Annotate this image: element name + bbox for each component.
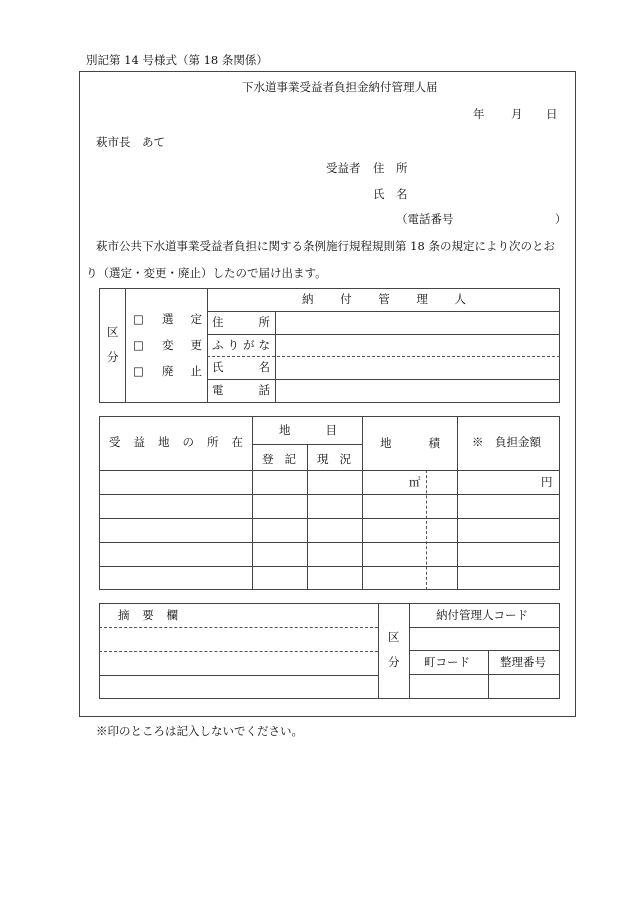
field-phone-label: 電 話 <box>212 383 270 397</box>
agent-address-input[interactable] <box>277 312 559 333</box>
field-furigana-label: ふ り が な <box>212 338 270 352</box>
land-location-header: 受 益 地 の 所 在 <box>109 435 243 449</box>
date-day-label: 日 <box>546 107 558 121</box>
agent-name-input[interactable] <box>277 357 559 378</box>
agent-header: 納 付 管 理 人 <box>302 292 466 306</box>
remarks-input-line2[interactable] <box>100 652 377 674</box>
field-name-label: 氏 名 <box>212 360 270 374</box>
checkbox-abolish[interactable]: □ <box>133 364 144 378</box>
checkbox-select[interactable]: □ <box>133 312 144 326</box>
checkbox-change[interactable]: □ <box>133 338 144 352</box>
amount-unit: 円 <box>541 475 553 489</box>
applicant-address-label: 住 所 <box>373 161 408 175</box>
registered-header: 登 記 <box>262 452 296 466</box>
body-text-line1: 萩市公共下水道事業受益者負担に関する条例施行規程規則第 18 条の規定により次のとお <box>96 239 555 253</box>
form-reference: 別記第 14 号様式（第 18 条関係） <box>86 53 268 67</box>
option-change-label: 変 更 <box>162 338 202 352</box>
addressee: 萩市長 あて <box>96 135 165 149</box>
applicant-label: 受益者 <box>326 161 361 175</box>
option-select-label: 選 定 <box>162 312 202 326</box>
area-unit: ㎡ <box>409 475 421 489</box>
division-label-1: 区 <box>107 325 119 339</box>
applicant-phone-close: ） <box>555 212 567 226</box>
date-year-label: 年 <box>473 107 485 121</box>
actual-use-header: 現 況 <box>317 452 351 466</box>
date-month-label: 月 <box>511 107 523 121</box>
code-division-label-2: 分 <box>388 655 400 669</box>
reference-number-header: 整理番号 <box>500 655 546 669</box>
agent-code-header: 納付管理人コード <box>436 608 528 622</box>
remarks-input-line1[interactable] <box>100 628 377 650</box>
field-address-label: 住 所 <box>212 315 270 329</box>
code-division-label-1: 区 <box>388 630 400 644</box>
agent-phone-input[interactable] <box>277 380 559 402</box>
form-title: 下水道事業受益者負担金納付管理人届 <box>242 80 438 94</box>
applicant-phone-label: （電話番号 <box>396 212 454 226</box>
land-area-header: 地 積 <box>380 436 440 450</box>
body-text-line2: り（選定・変更・廃止）したので届け出ます。 <box>86 266 327 280</box>
footnote: ※印のところは記入しないでください。 <box>96 724 303 738</box>
agent-furigana-input[interactable] <box>277 335 559 355</box>
charge-amount-header: ※ 負担金額 <box>472 435 541 449</box>
town-code-header: 町コード <box>424 655 470 669</box>
division-label-2: 分 <box>107 350 119 364</box>
remarks-label: 摘 要 欄 <box>118 608 178 622</box>
applicant-name-label: 氏 名 <box>373 187 408 201</box>
option-abolish-label: 廃 止 <box>162 364 202 378</box>
land-category-header: 地 目 <box>279 423 337 437</box>
